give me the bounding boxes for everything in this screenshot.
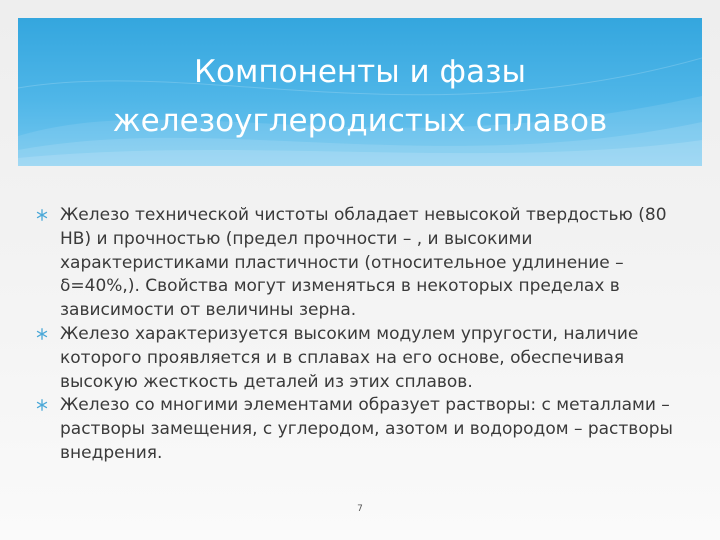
bullet-list bbox=[36, 204, 686, 466]
bullet-text: Железо характеризуется высоким модулем упругости, наличие которого проявляется и в сплавах на его основе, обеспечивая высокую жесткость деталей из этих сплавов. bbox=[60, 323, 639, 392]
title-banner bbox=[18, 18, 702, 166]
slide-title bbox=[18, 48, 702, 146]
bullet-item bbox=[36, 323, 686, 394]
bullet-text: Железо со многими элементами образует растворы: с металлами – растворы замещения, с углеродом, азотом и водородом – растворы внедрения. bbox=[60, 395, 673, 463]
asterisk-bullet-icon bbox=[36, 399, 48, 411]
asterisk-bullet-icon bbox=[36, 328, 48, 340]
asterisk-bullet-icon bbox=[36, 209, 48, 221]
bullet-text: Железо технической чистоты обладает невысокой твердостью (80 НВ) и прочностью (предел прочности – , и высокими характеристиками пластичности (относительное удлинение – δ=40%,). Свойства могут изменяться в некоторых пределах в зависимости от величины зерна. bbox=[60, 205, 667, 321]
slide-title-line-1: Компоненты и фазы bbox=[193, 54, 527, 90]
bullet-item bbox=[36, 394, 686, 465]
page-number: 7 bbox=[357, 504, 363, 514]
bullet-item bbox=[36, 204, 686, 323]
slide-title-line-2: железоуглеродистых сплавов bbox=[112, 103, 608, 139]
